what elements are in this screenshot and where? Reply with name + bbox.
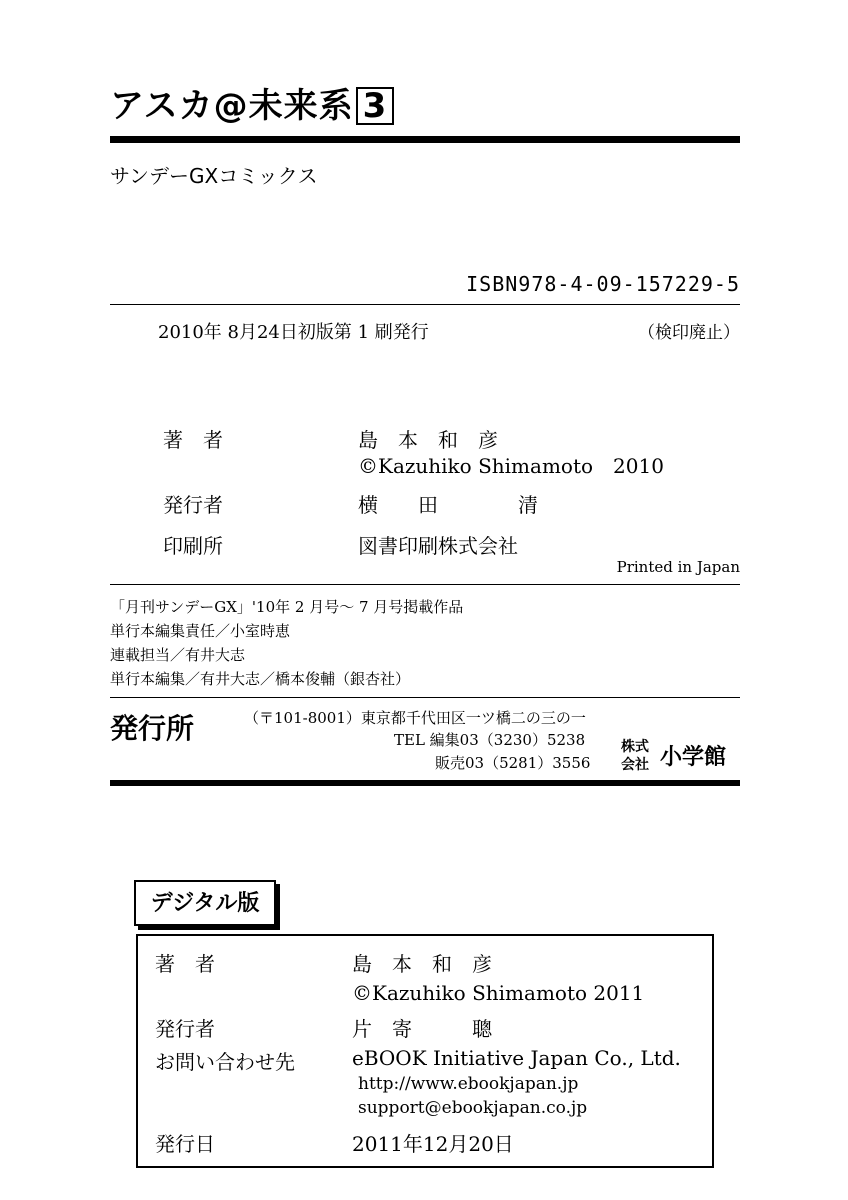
digital-contact-email: support@ebookjapan.co.jp [358,1098,588,1118]
publisher-bottom-rule [110,780,740,786]
digital-contact-url: http://www.ebookjapan.jp [358,1074,579,1094]
credits-top-rule [110,584,740,585]
author-role: 著 者 [163,428,223,452]
printed-in: Printed in Japan [616,558,740,576]
digital-date-value: 2011年12月20日 [352,1132,514,1156]
digital-publisher-role: 発行者 [155,1017,215,1041]
copyright: ©Kazuhiko Shimamoto 2010 [358,454,664,478]
tel-editorial: TEL 編集03（3230）5238 [394,731,586,749]
publisher-address: （〒101-8001）東京都千代田区一ツ橋二の三の一 [244,709,586,727]
digital-edition-badge: デジタル版 [134,880,276,926]
kaisha-label: 会社 [621,757,649,773]
printer-name: 図書印刷株式会社 [358,534,518,558]
digital-publisher-name: 片 寄 聰 [352,1017,492,1041]
seal-note: （検印廃止） [638,323,740,343]
publisher-name: 横 田 清 [358,493,538,517]
publisher-heading: 発行所 [110,712,195,745]
volume-number: 3 [356,87,395,125]
author-name: 島 本 和 彦 [358,428,498,452]
title-rule [110,136,740,143]
company-name: 小学館 [660,745,727,770]
publication-date: 2010年 8月24日初版第 1 刷発行 [158,322,429,343]
credit-line: 「月刊サンデーGX」'10年 2 月号〜 7 月号掲載作品 [110,598,464,616]
credit-line: 単行本編集／有井大志／橋本俊輔（銀杏社） [110,670,411,688]
isbn-rule [110,304,740,305]
credit-line: 単行本編集責任／小室時恵 [110,622,291,640]
digital-author-name: 島 本 和 彦 [352,952,492,976]
digital-copyright: ©Kazuhiko Shimamoto 2011 [352,981,645,1005]
digital-contact-role: お問い合わせ先 [155,1050,295,1074]
kabushiki-label: 株式 [621,739,649,755]
credits-bottom-rule [110,697,740,698]
imprint-label: サンデーGXコミックス [110,164,318,188]
digital-author-role: 著 者 [155,952,215,976]
publisher-role: 発行者 [163,493,223,517]
credit-line: 連載担当／有井大志 [110,646,246,664]
digital-contact-company: eBOOK Initiative Japan Co., Ltd. [352,1046,681,1070]
isbn: ISBN978-4-09-157229-5 [466,272,740,296]
printer-role: 印刷所 [163,534,223,558]
tel-sales: 販売03（5281）3556 [435,754,591,772]
digital-date-role: 発行日 [155,1132,215,1156]
book-title [110,78,394,127]
book-title-main: アスカ@未来系 [110,86,354,126]
